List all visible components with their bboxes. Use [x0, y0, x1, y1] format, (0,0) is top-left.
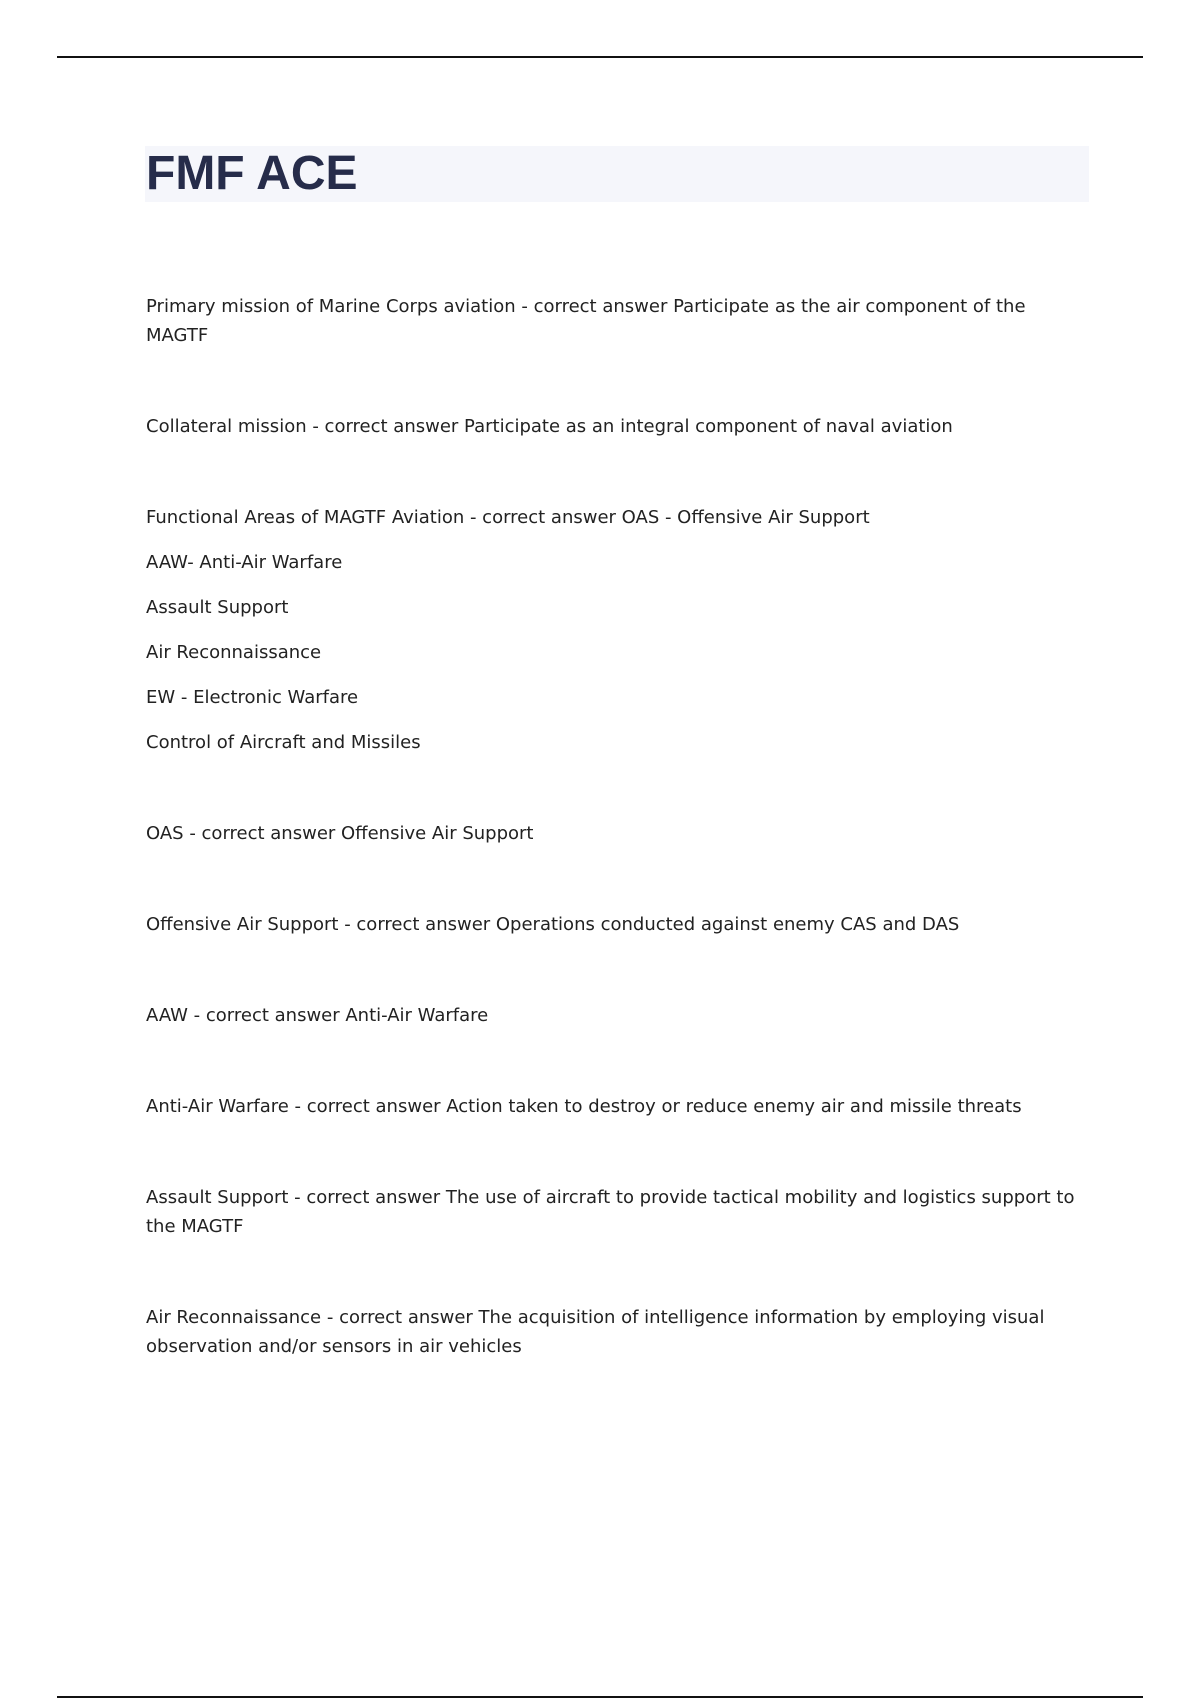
flashcard-text: Offensive Air Support - correct answer Operations conducted against enemy CAS and DAS — [146, 914, 960, 935]
flashcard-text: Primary mission of Marine Corps aviation - correct answer Participate as the air component of the MAGTF — [146, 296, 1026, 346]
flashcard-list — [146, 292, 1086, 1423]
flashcard-offensive-air-support — [146, 910, 1086, 939]
flashcard-text: Air Reconnaissance - correct answer The acquisition of intelligence information by employing visual observation and/or sensors in air vehicles — [146, 1307, 1045, 1357]
functional-area-item: EW - Electronic Warfare — [146, 687, 359, 708]
functional-area-item: Assault Support — [146, 597, 289, 618]
flashcard-text: Collateral mission - correct answer Participate as an integral component of naval aviation — [146, 416, 953, 437]
functional-area-item: Control of Aircraft and Missiles — [146, 732, 421, 753]
flashcard-text: Anti-Air Warfare - correct answer Action taken to destroy or reduce enemy air and missile threats — [146, 1096, 1022, 1117]
top-rule — [57, 56, 1143, 58]
flashcard-aaw — [146, 1001, 1086, 1030]
functional-area-item: Air Reconnaissance — [146, 642, 322, 663]
bottom-rule — [57, 1696, 1143, 1698]
flashcard-primary-mission — [146, 292, 1086, 350]
flashcard-assault-support — [146, 1183, 1086, 1241]
flashcard-text: AAW - correct answer Anti-Air Warfare — [146, 1005, 489, 1026]
functional-area-item: AAW- Anti-Air Warfare — [146, 552, 343, 573]
flashcard-oas — [146, 819, 1086, 848]
document-title: FMF ACE — [146, 147, 358, 200]
flashcard-collateral-mission — [146, 412, 1086, 441]
flashcard-text: OAS - correct answer Offensive Air Support — [146, 823, 534, 844]
flashcard-text: Assault Support - correct answer The use of aircraft to provide tactical mobility and logistics support to the MAGTF — [146, 1187, 1075, 1237]
flashcard-air-reconnaissance — [146, 1303, 1086, 1361]
flashcard-anti-air-warfare — [146, 1092, 1086, 1121]
flashcard-text: Functional Areas of MAGTF Aviation - correct answer OAS - Offensive Air Support — [146, 507, 870, 528]
flashcard-functional-areas — [146, 503, 1086, 757]
